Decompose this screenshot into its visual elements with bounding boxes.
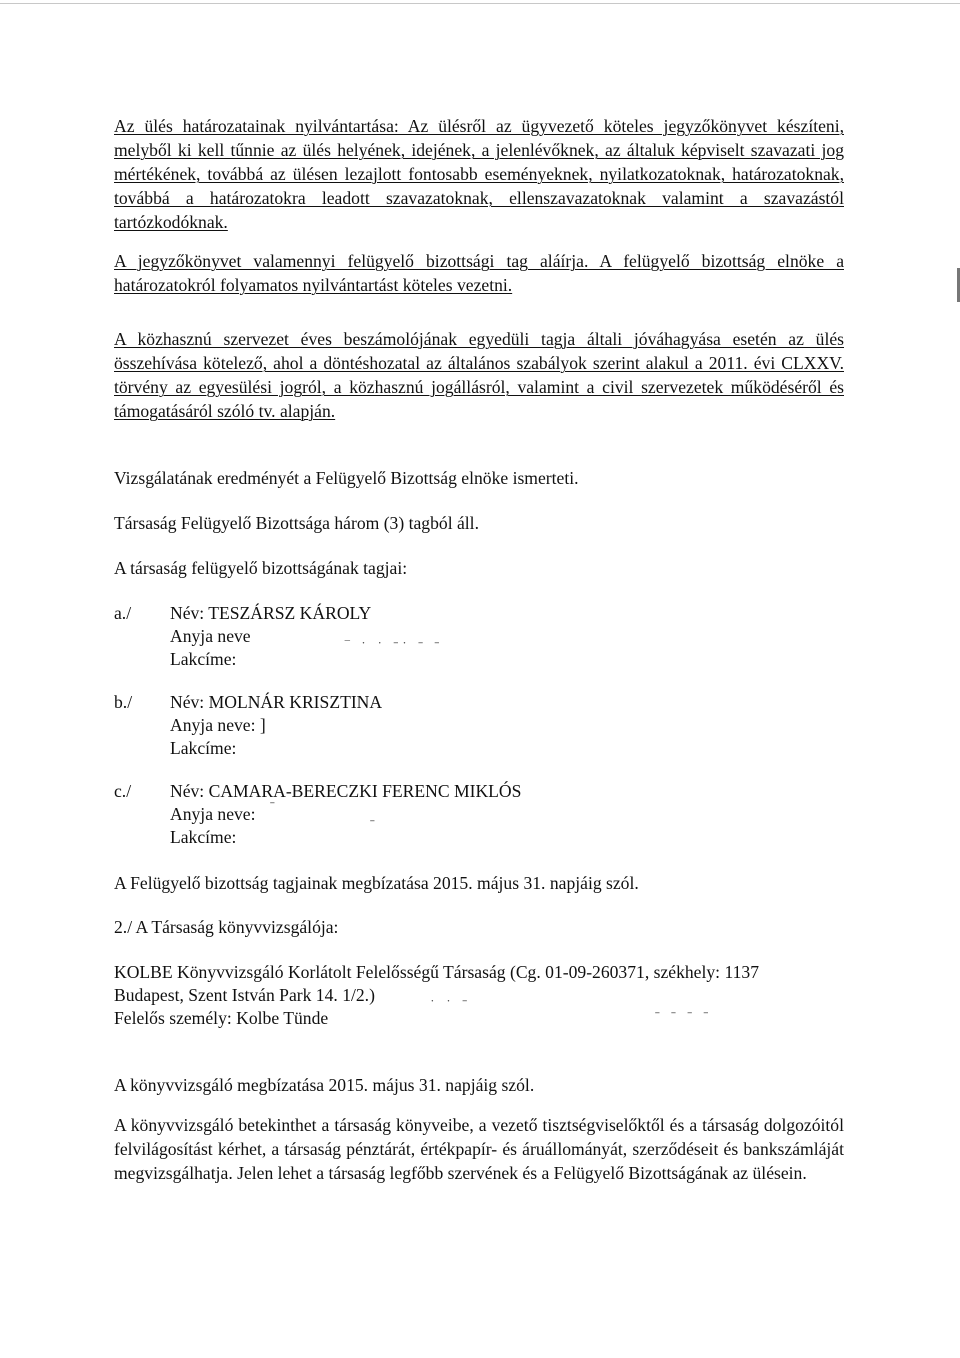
member-letter: a./ (114, 603, 132, 623)
paragraph-meeting-convocation: A közhasznú szervezet éves beszámolójának egyedüli tagja általi jóváhagyása esetén az ülés összehívása kötelező, ahol a döntéshozatal az általános szabályok szerint alakul a 2011. évi CLXXV. törvény az egyesülési jogról, a közhasznú jogállásról, valamint a civil szervezetek működéséről és támogatásáról szóló tv. alapján. (114, 329, 844, 421)
redaction-smudge: ˉ (270, 800, 279, 815)
member-mother-name: Anyja neve: (170, 804, 256, 824)
redaction-smudge: ˉ ˉ ˉ ˉ (655, 1010, 713, 1025)
member-name: Név: CAMARA-BERECZKI FERENC MIKLÓS (170, 781, 522, 801)
member-mother-name: Anyja neve: ] (170, 715, 266, 735)
member-name: Név: TESZÁRSZ KÁROLY (170, 603, 372, 623)
redaction-smudge: ‾ ˙ ˙ ˉ˙ ˉ ˉ (345, 640, 444, 655)
paragraph-board-mandate: A Felügyelő bizottság tagjainak megbízatása 2015. május 31. napjáig szól. (114, 873, 639, 893)
paragraph-board-size: Társaság Felügyelő Bizottsága három (3) tagból áll. (114, 513, 479, 533)
paragraph-board-members-heading: A társaság felügyelő bizottságának tagjai: (114, 558, 408, 578)
auditor-section-heading: 2./ A Társaság könyvvizsgálója: (114, 917, 339, 937)
member-letter: b./ (114, 692, 133, 712)
member-address: Lakcíme: (170, 649, 237, 669)
member-mother-name: Anyja neve (170, 626, 251, 646)
paragraph-minutes-signature: A jegyzőkönyvet valamennyi felügyelő bizottsági tag aláírja. A felügyelő bizottság elnöke a határozatokról folyamatos nyilvántartást köteles vezetni. (114, 251, 844, 295)
paragraph-examination-result: Vizsgálatának eredményét a Felügyelő Bizottság elnöke ismerteti. (114, 468, 579, 488)
paragraph-minutes-record: Az ülés határozatainak nyilvántartása: Az ülésről az ügyvezető köteles jegyzőkönyvet készíteni, melyből ki kell tűnnie az ülés helyének, idejének, a jelenlévőknek, az általuk képviselt szavazati jog mértékének, továbbá az ülésen lezajlott fontosabb eseményeknek, nyilatkozatoknak, határozatoknak, továbbá a határozatokra leadott szavazatoknak, ellenszavazatoknak valamint a szavazástól tartózkodóknak. (114, 116, 844, 232)
redaction-smudge: ˙ ˙ ˉ (430, 998, 471, 1013)
auditor-responsible-person: Felelős személy: Kolbe Tünde (114, 1008, 329, 1028)
paragraph-auditor-rights: A könyvvizsgáló betekinthet a társaság könyveibe, a vezető tisztségviselőktől és a társaság dolgozóitól felvilágosítást kérhet, a társaság pénztárát, értékpapír- és áruállományát, szerződéseit és bankszámláját megvizsgálhatja. Jelen lehet a társaság legfőbb szervének és a Felügyelő Bizottságának az ülésein. (114, 1115, 844, 1183)
paragraph-auditor-mandate: A könyvvizsgáló megbízatása 2015. május 31. napjáig szól. (114, 1075, 535, 1095)
member-address: Lakcíme: (170, 738, 237, 758)
member-address: Lakcíme: (170, 827, 237, 847)
member-letter: c./ (114, 781, 132, 801)
scan-top-edge (0, 3, 960, 4)
member-name: Név: MOLNÁR KRISZTINA (170, 692, 383, 712)
auditor-company-line1: KOLBE Könyvvizsgáló Korlátolt Felelősségű Társaság (Cg. 01-09-260371, székhely: 1137 (114, 962, 759, 982)
redaction-smudge: ˉ (370, 818, 379, 833)
auditor-company-line2: Budapest, Szent István Park 14. 1/2.) (114, 985, 375, 1005)
